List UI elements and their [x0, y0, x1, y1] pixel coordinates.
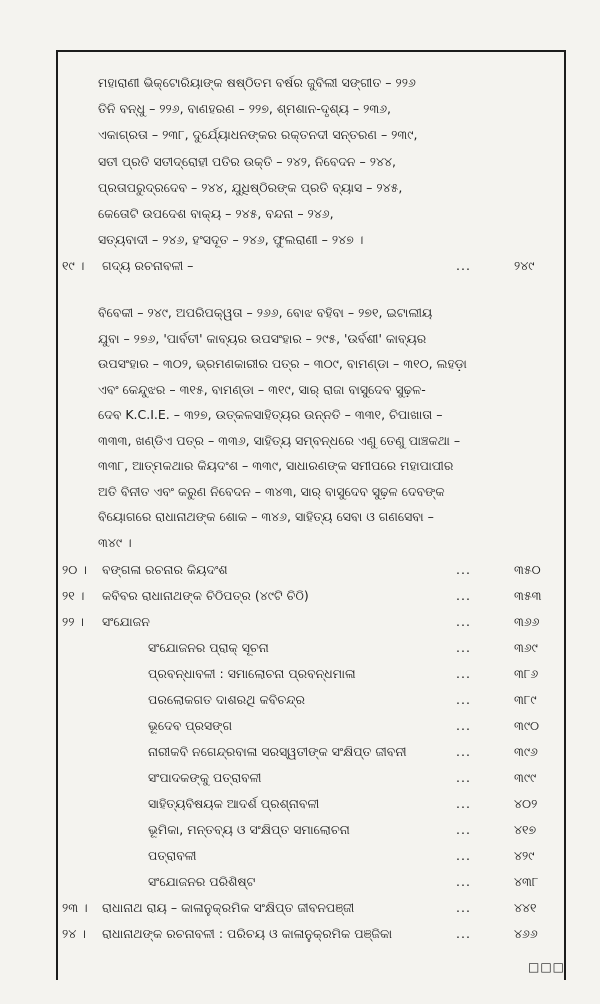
leader-dots: ... — [456, 848, 471, 863]
leader-dots: ... — [456, 796, 471, 811]
toc-entry-23 — [62, 896, 562, 920]
toc-entry-24 — [62, 922, 562, 946]
toc-sub-entry — [62, 714, 562, 738]
entry-page: ୪୧୭ — [514, 822, 537, 837]
sub-entry-title: ସଂଯୋଜନର ପରିଶିଷ୍ଟ — [148, 874, 256, 889]
sub-entry-title: ସାହିତ୍ୟବିଷୟକ ଆଦର୍ଶ ପ୍ରଶ୍ନାବଳୀ — [148, 796, 320, 811]
entry-title: ବଙ୍ଗଳା ରଚନାର କିୟଦଂଶ — [102, 562, 228, 577]
toc-entry-19 — [62, 254, 562, 278]
end-of-section-mark: □□□ — [528, 960, 566, 974]
content-line: ଯୁବା – ୨୭୬, 'ପାର୍ବତୀ' କାବ୍ୟର ଉପସଂହାର – ୨୯୫, 'ଉର୍ବଶୀ' କାବ୍ୟର — [98, 330, 427, 346]
entry-page: ୩୮୯ — [514, 692, 537, 707]
sub-entry-title: ସଂଯୋଜନର ପ୍ରାକ୍ ସୂଚନା — [148, 640, 269, 655]
entry-page: ୪୪୧ — [514, 900, 537, 915]
entry-page: ୪୨୯ — [514, 848, 535, 863]
content-line: ଦେବ K.C.I.E. – ୩୨୭, ଉତ୍କଳସାହିତ୍ୟର ଉନ୍ନତି – ୩୩୧, ଚିପାଖାତା – — [98, 407, 443, 422]
entry-number: ୨୩ । — [62, 900, 88, 915]
content-line: ୩୪୯ । — [98, 534, 132, 550]
entry-number: ୨୪ । — [62, 926, 86, 941]
toc-sub-entry — [62, 688, 562, 712]
intro-line: ତିନି ବନ୍ଧୁ – ୨୨୬, ବାଣହରଣ – ୨୨୭, ଶ୍ମଶାନ-ଦୃଶ୍ୟ – ୨୩୬, — [98, 101, 392, 117]
entry-number: ୨୨ । — [62, 614, 85, 629]
entry-page: ୩୬୬ — [514, 614, 540, 629]
sub-entry-title: ସଂପାଦକଙ୍କୁ ପତ୍ରାବଳୀ — [148, 770, 262, 785]
entry-title: ରାଧାନାଥ ରାୟ – କାଳାନୁକ୍ରମିକ ସଂକ୍ଷିପ୍ତ ଜୀବନପଞ୍ଜୀ — [102, 900, 355, 915]
entry-page: ୩୯୯ — [514, 770, 537, 785]
entry-page: ୪୩୮ — [514, 874, 539, 889]
intro-block — [98, 70, 518, 253]
toc-entry-20 — [62, 558, 562, 582]
entry-page: ୩୫୦ — [514, 562, 541, 577]
sub-entry-title: ଭୂଦେବ ପ୍ରସଙ୍ଗ — [148, 718, 233, 733]
entry-page: ୪୦୨ — [514, 796, 538, 811]
leader-dots: ... — [456, 926, 471, 941]
toc-sub-entry — [62, 766, 562, 790]
entry-page: ୨୪୯ — [514, 258, 535, 273]
sub-entry-title: ପତ୍ରାବଳୀ — [148, 848, 197, 863]
leader-dots: ... — [456, 258, 471, 273]
leader-dots: ... — [456, 614, 471, 629]
toc-sub-entry — [62, 844, 562, 868]
toc-sub-entry — [62, 792, 562, 816]
leader-dots: ... — [456, 822, 471, 837]
intro-line: ସତୀ ପ୍ରତି ସତୀଦ୍ରୋହୀ ପତିର ଉକ୍ତି – ୨୪୨, ନିବେଦନ – ୨୪୪, — [98, 153, 396, 169]
content-line: ଏବଂ କେନ୍ଦୁଝର – ୩୧୫, ବାମଣ୍ଡା – ୩୧୯, ସାର୍ ରାଜା ବାସୁଦେବ ସୁଢ଼ଳ- — [98, 381, 426, 397]
entry-page: ୩୬୯ — [514, 640, 538, 655]
sub-entry-title: ନାରୀକବି ନଗେନ୍ଦ୍ରବାଳା ସରସ୍ୱତୀଙ୍କ ସଂକ୍ଷିପ୍ତ ଜୀବନୀ — [148, 744, 407, 759]
toc-sub-entry — [62, 636, 562, 660]
intro-line: ଏକାଗ୍ରତା – ୨୩୮, ଦୁର୍ଯ୍ୟୋଧନଙ୍କର ରକ୍ତନଦୀ ସନ୍ତରଣ – ୨୩୯, — [98, 127, 418, 143]
toc-entry-22 — [62, 610, 562, 634]
leader-dots: ... — [456, 770, 471, 785]
intro-line: ସତ୍ୟବାଦୀ – ୨୪୬, ହଂସଦୂତ – ୨୪୬, ଫୁଲରାଣୀ – ୨୪୭ । — [98, 232, 364, 248]
content-line: ୩୩୩, ଖଣ୍ଡିଏ ପତ୍ର – ୩୩୬, ସାହିତ୍ୟ ସମ୍ବନ୍ଧରେ ଏଣୁ ତେଣୁ ପାଞ୍ଚକଥା – — [98, 432, 461, 448]
entry-title: କବିବର ରାଧାନାଥଙ୍କ ଚିଠିପତ୍ର (୪୯ଟି ଚିଠି) — [102, 588, 309, 603]
entry-page: ୩୫୩ — [514, 588, 542, 603]
entry-number: ୨୦ । — [62, 562, 87, 577]
toc-sub-entry — [62, 818, 562, 842]
leader-dots: ... — [456, 562, 471, 577]
leader-dots: ... — [456, 900, 471, 915]
entry-number: ୧୯ । — [62, 258, 85, 273]
entry-page: ୩୯୬ — [514, 744, 538, 759]
sub-entry-title: ପ୍ରବନ୍ଧାବଳୀ : ସମାଲୋଚନା ପ୍ରବନ୍ଧମାଳା — [148, 666, 356, 681]
leader-dots: ... — [456, 692, 471, 707]
leader-dots: ... — [456, 718, 471, 733]
entry-title: ରାଧାନାଥଙ୍କ ରଚନାବଳୀ : ପରିଚୟ ଓ କାଳାନୁକ୍ରମିକ ପଞ୍ଜିକା — [102, 926, 393, 941]
content-line: ୩୩୮, ଆତ୍ମକଥାର କିୟଦଂଶ – ୩୩୯, ସାଧାରଣଙ୍କ ସମୀପରେ ମହାପାପୀର — [98, 458, 454, 473]
toc-sub-entry — [62, 740, 562, 764]
intro-line: କେତୋଟି ଉପଦେଶ ବାକ୍ୟ – ୨୪୫, ବନ୍ଦନା – ୨୪୬, — [98, 206, 334, 222]
content-line: ଅତି ବିନୀତ ଏବଂ କରୁଣ ନିବେଦନ – ୩୪୩, ସାର୍ ବାସୁଦେବ ସୁଢ଼ଳ ଦେବଙ୍କ — [98, 483, 445, 499]
entry-page: ୪୬୬ — [514, 926, 538, 941]
content-line: ଉପସଂହାର – ୩୦୨, ଭ୍ରମଣକାରୀର ପତ୍ର – ୩୦୯, ବାମଣ୍ଡା – ୩୧୦, ଲହଡ଼ା — [98, 356, 467, 371]
content-line: ବିୟୋଗରେ ରାଧାନାଥଙ୍କ ଶୋକ – ୩୪୬, ସାହିତ୍ୟ ସେବା ଓ ଗଣସେବା – — [98, 509, 434, 524]
entry-19-contents — [98, 300, 543, 555]
leader-dots: ... — [456, 874, 471, 889]
intro-line: ମହାରାଣୀ ଭିକ୍ଟୋରିୟାଙ୍କ ଷଷ୍ଠିତମ ବର୍ଷର ଜୁବିଲୀ ସଙ୍ଗୀତ – ୨୨୬ — [98, 75, 416, 90]
sub-entry-title: ଭୂମିକା, ମନ୍ତବ୍ୟ ଓ ସଂକ୍ଷିପ୍ତ ସମାଲୋଚନା — [148, 822, 350, 837]
toc-entry-21 — [62, 584, 562, 608]
leader-dots: ... — [456, 666, 471, 681]
entry-page: ୩୮୬ — [514, 666, 539, 681]
toc-sub-entry — [62, 870, 562, 894]
entry-number: ୨୧ । — [62, 588, 85, 603]
intro-line: ପ୍ରତାପରୁଦ୍ରଦେବ – ୨୪୪, ଯୁଧିଷ୍ଠିରଙ୍କ ପ୍ରତି ବ୍ୟାସ – ୨୪୫, — [98, 179, 403, 195]
entry-title: ସଂଯୋଜନ — [102, 614, 150, 629]
leader-dots: ... — [456, 744, 471, 759]
sub-entry-title: ପରଲୋକଗତ ଦାଶରଥି କବିଚନ୍ଦ୍ର — [148, 692, 306, 707]
entry-title: ଗଦ୍ୟ ରଚନାବଳୀ – — [102, 258, 194, 273]
toc-sub-entry — [62, 662, 562, 686]
leader-dots: ... — [456, 588, 471, 603]
content-line: ବିବେକୀ – ୨୪୯, ଅପରିପକ୍ୱତା – ୨୬୬, ବୋଝ ବହିବା – ୨୭୧, ଇଟାଲୀୟ — [98, 305, 433, 320]
leader-dots: ... — [456, 640, 471, 655]
entry-page: ୩୯୦ — [514, 718, 540, 733]
